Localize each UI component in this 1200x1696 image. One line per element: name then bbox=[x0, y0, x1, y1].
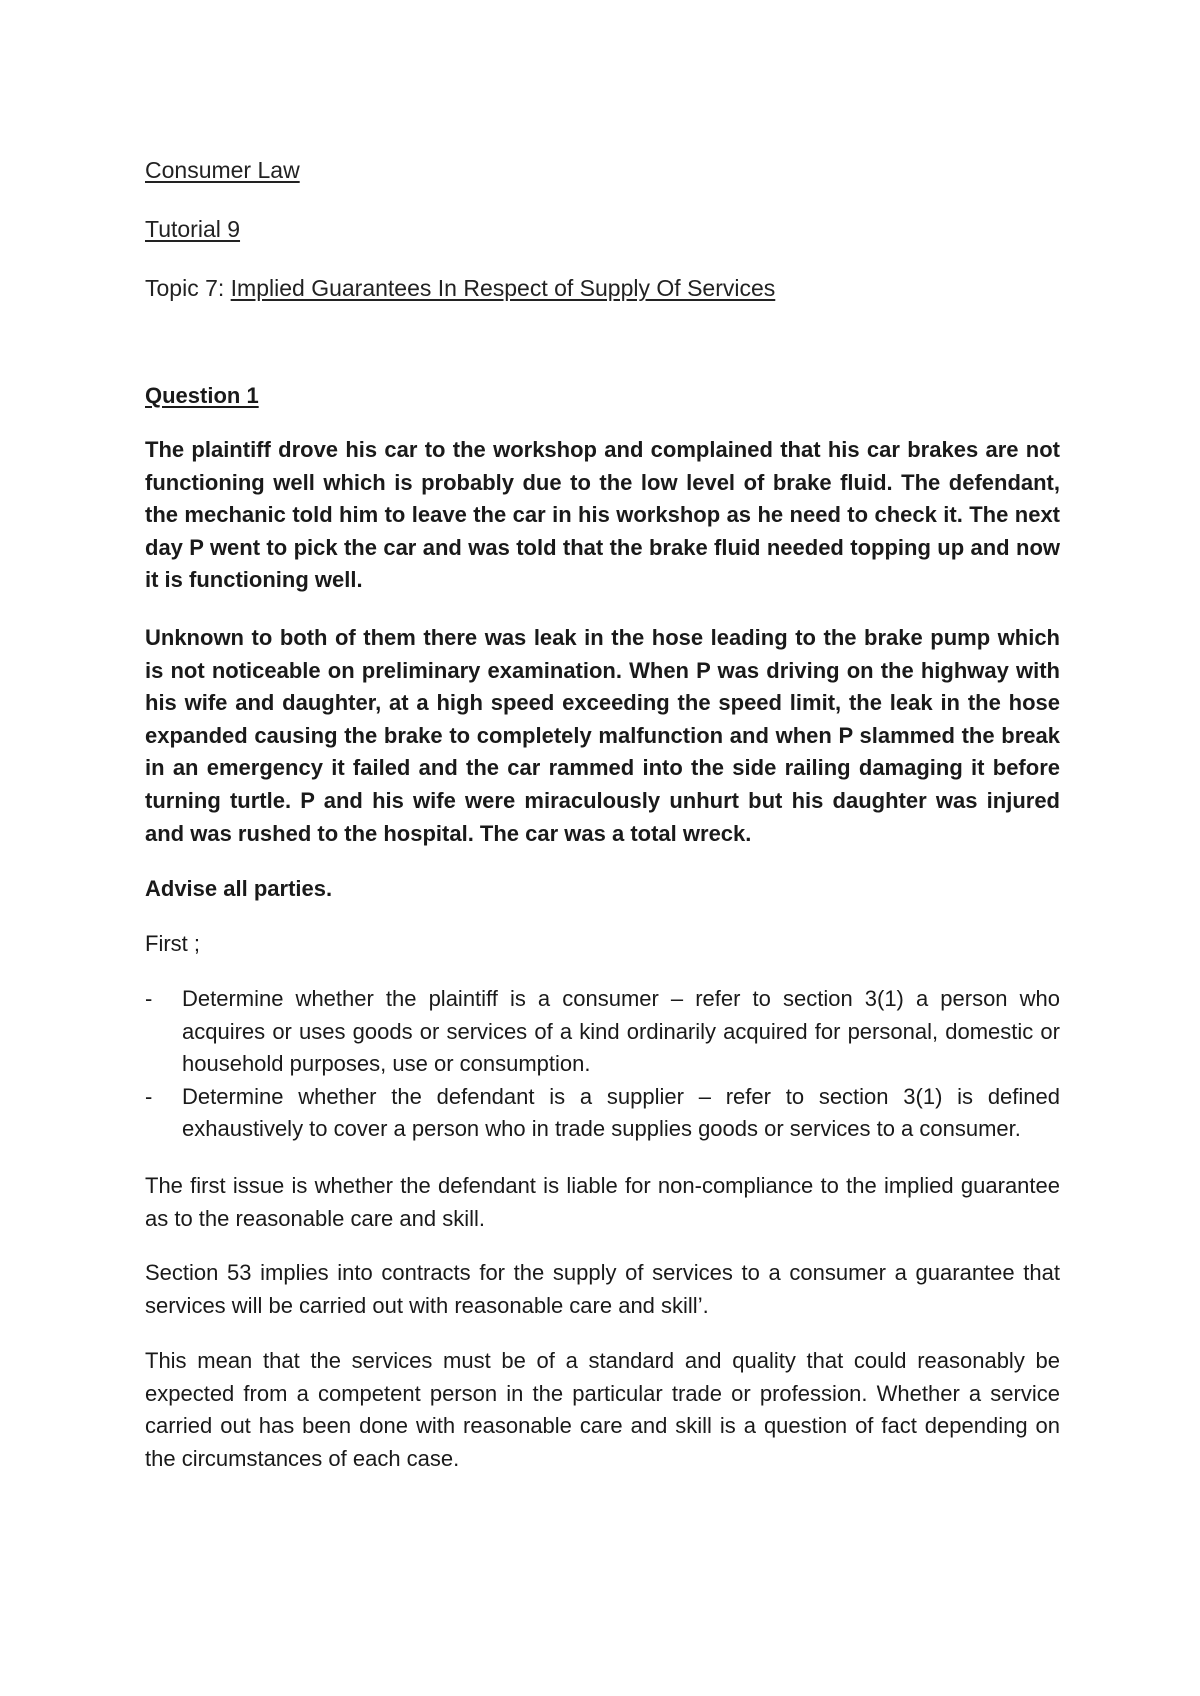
list-item-text: Determine whether the plaintiff is a consumer – refer to section 3(1) a person who acquires or uses goods or services of a kind ordinarily acquired for personal, domestic or household purposes, use or consumption. bbox=[182, 986, 1060, 1077]
instruction: Advise all parties. bbox=[145, 876, 333, 901]
answer-paragraph-2: Section 53 implies into contracts for the supply of services to a consumer a guarantee that services will be carried out with reasonable care and skill’. bbox=[145, 1260, 1060, 1318]
facts-paragraph-2: Unknown to both of them there was leak in the hose leading to the brake pump which is not noticeable on preliminary examination. When P was driving on the highway with his wife and daughter, at a high speed exceeding the speed limit, the leak in the hose expanded causing the brake to completely malfunction and when P slammed the break in an emergency it failed and the car rammed into the side railing damaging it before turning turtle. P and his wife were miraculously unhurt but his daughter was injured and was rushed to the hospital. The car was a total wreck. bbox=[145, 625, 1060, 846]
tutorial-label: Tutorial 9 bbox=[145, 216, 241, 242]
topic-prefix: Topic 7: bbox=[145, 275, 231, 301]
facts-paragraph-1: The plaintiff drove his car to the workshop and complained that his car brakes are not functioning well which is probably due to the low level of brake fluid. The defendant, the mechanic told him to leave the car in his workshop as he need to check it. The next day P went to pick the car and was told that the brake fluid needed topping up and now it is functioning well. bbox=[145, 437, 1060, 593]
answer-paragraph-1: The first issue is whether the defendant is liable for non-compliance to the implied guarantee as to the reasonable care and skill. bbox=[145, 1173, 1060, 1231]
list-item bbox=[145, 983, 1060, 1081]
bullet-marker: - bbox=[145, 986, 153, 1011]
topic-title: Implied Guarantees In Respect of Supply Of Services bbox=[230, 275, 776, 301]
steps-list bbox=[145, 983, 1060, 1146]
document-title: Consumer Law bbox=[145, 157, 300, 183]
list-item bbox=[145, 1081, 1060, 1146]
question-heading: Question 1 bbox=[145, 383, 259, 408]
answer-paragraph-3: This mean that the services must be of a standard and quality that could reasonably be expected from a competent person in the particular trade or profession. Whether a service carried out has been done with reasonable care and skill is a question of fact depending on the circumstances of each case. bbox=[145, 1348, 1060, 1471]
topic-heading bbox=[145, 275, 775, 302]
list-item-text: Determine whether the defendant is a supplier – refer to section 3(1) is defined exhaustively to cover a person who in trade supplies goods or services to a consumer. bbox=[182, 1083, 1060, 1142]
first-label: First ; bbox=[145, 931, 200, 956]
bullet-marker: - bbox=[145, 1083, 153, 1109]
